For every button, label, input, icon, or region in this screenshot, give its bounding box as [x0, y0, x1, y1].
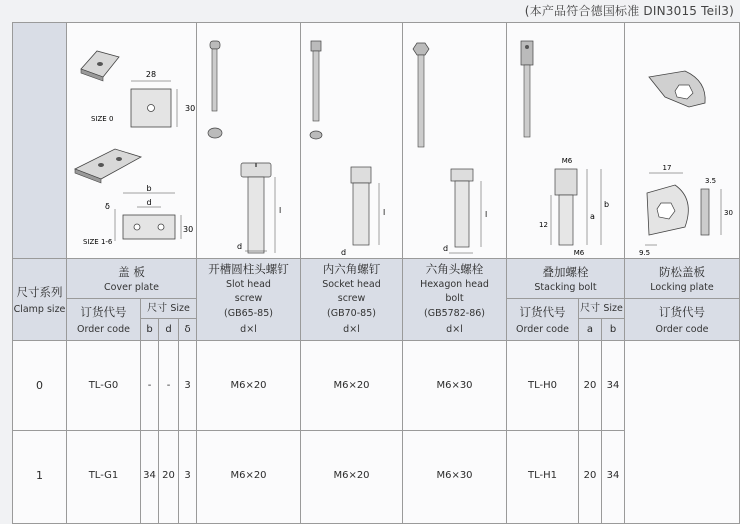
- col-delta-header: [179, 319, 197, 341]
- stack-order-code-header: [507, 299, 579, 341]
- socket-dim: d×l: [343, 324, 360, 335]
- stack-dim-m6-bottom: M6: [573, 249, 585, 257]
- socket-dim-l: l: [383, 208, 386, 217]
- clamp-size-header: [13, 259, 67, 341]
- row1-b: 34: [143, 470, 156, 481]
- stacking-bolt-header: [507, 259, 625, 299]
- dim-30-upper: 30: [185, 104, 196, 113]
- socket-screw-drawing: [301, 23, 403, 259]
- clamp-size-zh: 尺寸系列: [16, 285, 63, 299]
- col-b: b: [146, 324, 153, 335]
- row0-a: 20: [583, 380, 597, 391]
- stack-size-zh: 尺寸: [580, 303, 601, 314]
- row1-slot: M6×20: [230, 470, 267, 481]
- cover-order-zh: 订货代号: [80, 305, 127, 319]
- table-row-size-cell: [13, 341, 67, 431]
- table-row-stack-code-cell: [507, 341, 579, 431]
- col-delta: δ: [184, 324, 191, 335]
- socket-std: (GB70-85): [327, 308, 376, 319]
- cover-plate-zh: 盖 板: [118, 265, 145, 279]
- hex-en-2: bolt: [445, 293, 464, 304]
- slot-dim: d×l: [240, 324, 257, 335]
- table-row-slot-cell: [197, 341, 301, 431]
- table-row-hex-cell: [403, 431, 507, 523]
- standard-note: (本产品符合德国标准 DIN3015 Teil3): [524, 4, 734, 18]
- socket-en-1: Socket head: [322, 279, 381, 290]
- socket-zh: 内六角螺钉: [322, 262, 381, 276]
- socket-dim-d: d: [341, 248, 347, 257]
- table-row-b-cell: [141, 341, 159, 431]
- lock-en: Locking plate: [650, 282, 714, 293]
- hex-zh: 六角头螺栓: [425, 262, 484, 276]
- cover-order-code-header: [67, 299, 141, 341]
- col-d-header: [159, 319, 179, 341]
- col-a-header: [579, 319, 602, 341]
- table-row-socket-cell: [301, 341, 403, 431]
- spec-sheet: [12, 22, 740, 524]
- row0-delta: 3: [184, 380, 191, 391]
- row0-hex: M6×30: [436, 380, 473, 391]
- table-row-stack-b-cell: [602, 431, 625, 523]
- row0-size: 0: [36, 379, 43, 392]
- row0-socket: M6×20: [333, 380, 370, 391]
- drawing-blank-cell: [13, 23, 67, 259]
- table-row-cover-code-cell: [67, 431, 141, 523]
- table-row-cover-code-cell: [67, 341, 141, 431]
- socket-screw-drawing-cell: [301, 23, 403, 259]
- row1-a: 20: [583, 470, 597, 481]
- row1-hex: M6×30: [436, 470, 473, 481]
- socket-en-2: screw: [337, 293, 366, 304]
- table-row-d-cell: [159, 431, 179, 523]
- dim-d: d: [146, 198, 152, 207]
- slot-screw-drawing-cell: [197, 23, 301, 259]
- cover-plate-en: Cover plate: [104, 282, 159, 293]
- row0-d: -: [166, 380, 171, 391]
- dim-b: b: [146, 184, 152, 193]
- row1-socket: M6×20: [333, 470, 370, 481]
- lock-dim-3-5: 3.5: [705, 177, 717, 185]
- slot-dim-d: d: [237, 242, 243, 251]
- stack-size-en: Size: [603, 303, 623, 314]
- slot-en-1: Slot head: [226, 279, 271, 290]
- dim-delta: δ: [105, 202, 110, 211]
- row1-d: 20: [162, 470, 175, 481]
- col-d: d: [165, 324, 172, 335]
- stack-size-header: [579, 299, 625, 319]
- cover-plate-drawing: [67, 23, 197, 259]
- slot-screw-drawing: [197, 23, 301, 259]
- hex-bolt-header: [403, 259, 507, 341]
- row0-cover-code: TL-G0: [88, 380, 119, 391]
- stack-dim-m6-top: M6: [561, 157, 573, 165]
- lock-zh: 防松盖板: [659, 265, 705, 279]
- cover-size-en: Size: [170, 303, 190, 314]
- slot-screw-header: [197, 259, 301, 341]
- locking-plate-drawing: [625, 23, 739, 259]
- locking-plate-header: [625, 259, 739, 299]
- slot-dim-l: l: [279, 206, 282, 215]
- row1-size: 1: [36, 469, 43, 482]
- row1-cover-code: TL-G1: [88, 470, 119, 481]
- dim-28: 28: [145, 70, 157, 79]
- slot-std: (GB65-85): [224, 308, 273, 319]
- slot-en-2: screw: [234, 293, 263, 304]
- hex-dim-l: l: [485, 210, 488, 219]
- table-row-size-cell: [13, 431, 67, 523]
- row1-stack-b: 34: [606, 470, 620, 481]
- row0-stack-code: TL-H0: [528, 380, 557, 391]
- table-row-a-cell: [579, 341, 602, 431]
- cover-order-en: Order code: [77, 324, 130, 335]
- table-row-hex-cell: [403, 341, 507, 431]
- stack-zh: 叠加螺栓: [542, 265, 589, 279]
- stacking-bolt-drawing: [507, 23, 625, 259]
- size-1-6-label: SIZE 1-6: [83, 238, 113, 246]
- hex-dim-d: d: [443, 244, 449, 253]
- table-row-socket-cell: [301, 431, 403, 523]
- row0-b: -: [147, 380, 152, 391]
- stack-order-zh: 订货代号: [519, 305, 566, 319]
- row0-slot: M6×20: [230, 380, 267, 391]
- table-row-d-cell: [159, 341, 179, 431]
- cover-plate-header: [67, 259, 197, 299]
- table-row-stack-code-cell: [507, 431, 579, 523]
- dim-30-lower: 30: [183, 225, 194, 234]
- row0-stack-b: 34: [606, 380, 620, 391]
- col-a: a: [586, 324, 594, 335]
- table-row-lock-cell: [625, 341, 739, 431]
- stacking-bolt-drawing-cell: [507, 23, 625, 259]
- stack-dim-12: 12: [539, 221, 548, 229]
- stack-order-en: Order code: [516, 324, 569, 335]
- lock-order-code-header: [625, 299, 739, 341]
- locking-plate-drawing-cell: [625, 23, 739, 259]
- table-row-stack-b-cell: [602, 341, 625, 431]
- hex-bolt-drawing: [403, 23, 507, 259]
- col-stack-b: b: [609, 324, 617, 335]
- lock-dim-17: 17: [662, 164, 672, 172]
- row1-delta: 3: [184, 470, 191, 481]
- lock-dim-9-5: 9.5: [639, 249, 651, 257]
- hex-std: (GB5782-86): [424, 308, 485, 319]
- stack-dim-a: a: [590, 212, 595, 221]
- col-b-header: [141, 319, 159, 341]
- lock-dim-30: 30: [724, 209, 733, 217]
- hex-dim: d×l: [446, 324, 463, 335]
- stack-dim-b: b: [604, 200, 610, 209]
- table-row-delta-cell: [179, 341, 197, 431]
- table-row-a-cell: [579, 431, 602, 523]
- stack-en: Stacking bolt: [534, 282, 597, 293]
- cover-size-header: [141, 299, 197, 319]
- slot-zh: 开槽圆柱头螺钉: [208, 262, 289, 276]
- row1-stack-code: TL-H1: [528, 470, 557, 481]
- size-0-label: SIZE 0: [91, 115, 114, 123]
- lock-order-zh: 订货代号: [659, 305, 705, 319]
- col-stack-b-header: [602, 319, 625, 341]
- table-row-delta-cell: [179, 431, 197, 523]
- lock-order-en: Order code: [655, 324, 709, 335]
- cover-plate-drawing-cell: [67, 23, 197, 259]
- table-row-slot-cell: [197, 431, 301, 523]
- hex-en-1: Hexagon head: [420, 279, 489, 290]
- socket-screw-header: [301, 259, 403, 341]
- hex-bolt-drawing-cell: [403, 23, 507, 259]
- cover-size-zh: 尺寸: [147, 303, 168, 314]
- table-row-b-cell: [141, 431, 159, 523]
- clamp-size-en: Clamp size: [13, 304, 66, 315]
